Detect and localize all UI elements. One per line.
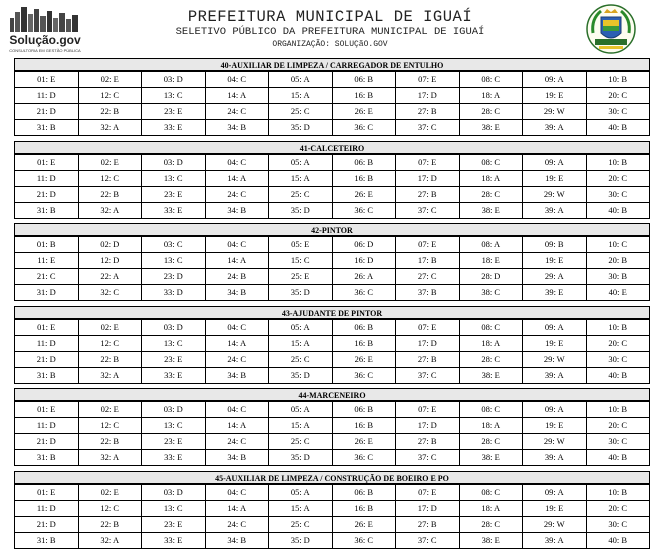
answer-cell: 40: B (586, 120, 650, 136)
section-title: 40-AUXILIAR DE LIMPEZA / CARREGADOR DE ENTULHO (14, 58, 650, 71)
answer-cell: 27: B (396, 517, 460, 533)
answer-cell: 25: C (269, 104, 333, 120)
answer-cell: 05: A (269, 155, 333, 171)
answer-cell: 26: E (332, 187, 396, 203)
answer-cell: 35: D (269, 533, 333, 549)
answer-cell: 06: D (332, 237, 396, 253)
answer-cell: 34: B (205, 120, 269, 136)
answer-cell: 36: C (332, 203, 396, 219)
answer-cell: 16: B (332, 171, 396, 187)
answer-cell: 05: A (269, 72, 333, 88)
answer-cell: 07: E (396, 402, 460, 418)
answer-cell: 16: D (332, 253, 396, 269)
answer-cell: 34: B (205, 450, 269, 466)
answer-cell: 27: B (396, 187, 460, 203)
municipal-coat-of-arms-icon (585, 3, 637, 55)
answer-cell: 29: W (523, 434, 587, 450)
answer-cell: 36: C (332, 450, 396, 466)
answer-cell: 23: E (142, 434, 206, 450)
answer-cell: 19: E (523, 336, 587, 352)
organization-line: ORGANIZAÇÃO: SOLUÇãO.GOV (272, 40, 388, 49)
answer-cell: 10: C (586, 237, 650, 253)
answer-cell: 23: E (142, 187, 206, 203)
answer-cell: 29: W (523, 352, 587, 368)
answer-cell: 18: E (459, 253, 523, 269)
answer-cell: 07: E (396, 237, 460, 253)
answer-cell: 19: E (523, 418, 587, 434)
answer-cell: 38: C (459, 285, 523, 301)
section-title: 45-AUXILIAR DE LIMPEZA / CONSTRUÇÃO DE BOEIRO E PO (14, 471, 650, 484)
answer-cell: 16: B (332, 88, 396, 104)
answer-cell: 10: B (586, 320, 650, 336)
answer-cell: 33: E (142, 450, 206, 466)
answer-cell: 39: A (523, 203, 587, 219)
answer-cell: 35: D (269, 285, 333, 301)
answer-cell: 27: B (396, 104, 460, 120)
answer-cell: 09: B (523, 237, 587, 253)
answer-cell: 32: A (78, 120, 142, 136)
answer-cell: 07: E (396, 72, 460, 88)
answer-cell: 13: C (142, 336, 206, 352)
answer-cell: 33: E (142, 533, 206, 549)
answer-cell: 17: B (396, 253, 460, 269)
answer-cell: 12: C (78, 88, 142, 104)
section-title: 41-CALCETEIRO (14, 141, 650, 154)
answer-key-table (14, 319, 650, 384)
answer-cell: 02: E (78, 402, 142, 418)
answer-cell: 28: C (459, 434, 523, 450)
section-title: 42-PINTOR (14, 223, 650, 236)
answer-cell: 37: C (396, 450, 460, 466)
answer-cell: 40: B (586, 368, 650, 384)
section-40 (14, 58, 650, 136)
answer-cell: 31: B (15, 203, 79, 219)
table-row (15, 402, 650, 418)
answer-cell: 17: D (396, 171, 460, 187)
answer-cell: 01: E (15, 485, 79, 501)
answer-cell: 24: C (205, 434, 269, 450)
answer-cell: 06: B (332, 485, 396, 501)
answer-cell: 34: B (205, 285, 269, 301)
answer-cell: 01: E (15, 72, 79, 88)
answer-key-table (14, 484, 650, 549)
answer-cell: 15: A (269, 171, 333, 187)
answer-cell: 06: B (332, 320, 396, 336)
answer-cell: 20: C (586, 88, 650, 104)
answer-cell: 40: B (586, 203, 650, 219)
section-41 (14, 141, 650, 219)
answer-cell: 03: D (142, 155, 206, 171)
table-row (15, 171, 650, 187)
answer-cell: 36: C (332, 368, 396, 384)
answer-cell: 21: C (15, 269, 79, 285)
answer-cell: 39: A (523, 120, 587, 136)
answer-cell: 26: A (332, 269, 396, 285)
table-row (15, 253, 650, 269)
answer-cell: 39: A (523, 533, 587, 549)
answer-cell: 05: E (269, 237, 333, 253)
answer-cell: 34: B (205, 203, 269, 219)
answer-cell: 28: C (459, 352, 523, 368)
answer-cell: 02: E (78, 320, 142, 336)
answer-cell: 30: C (586, 517, 650, 533)
answer-cell: 14: A (205, 418, 269, 434)
answer-cell: 12: C (78, 336, 142, 352)
answer-cell: 16: B (332, 501, 396, 517)
answer-cell: 13: C (142, 501, 206, 517)
answer-cell: 32: A (78, 368, 142, 384)
table-row (15, 237, 650, 253)
table-row (15, 203, 650, 219)
table-row (15, 120, 650, 136)
answer-cell: 29: A (523, 269, 587, 285)
answer-cell: 12: C (78, 418, 142, 434)
answer-cell: 27: C (396, 269, 460, 285)
answer-cell: 34: B (205, 368, 269, 384)
answer-cell: 17: D (396, 88, 460, 104)
answer-cell: 14: A (205, 336, 269, 352)
answer-cell: 35: D (269, 450, 333, 466)
answer-cell: 15: A (269, 88, 333, 104)
answer-cell: 09: A (523, 72, 587, 88)
answer-cell: 14: A (205, 88, 269, 104)
answer-cell: 19: E (523, 88, 587, 104)
answer-cell: 31: B (15, 368, 79, 384)
answer-cell: 31: B (15, 120, 79, 136)
table-row (15, 187, 650, 203)
answer-cell: 09: A (523, 320, 587, 336)
answer-cell: 39: A (523, 368, 587, 384)
answer-cell: 21: D (15, 352, 79, 368)
answer-cell: 09: A (523, 402, 587, 418)
answer-cell: 37: C (396, 120, 460, 136)
answer-cell: 36: C (332, 533, 396, 549)
answer-cell: 10: B (586, 402, 650, 418)
answer-cell: 08: C (459, 72, 523, 88)
answer-cell: 37: C (396, 368, 460, 384)
answer-cell: 25: E (269, 269, 333, 285)
answer-cell: 10: B (586, 72, 650, 88)
answer-cell: 40: B (586, 450, 650, 466)
answer-cell: 38: E (459, 533, 523, 549)
answer-cell: 02: D (78, 237, 142, 253)
logo-wordmark: Solução.gov (9, 33, 81, 47)
answer-cell: 33: E (142, 203, 206, 219)
table-row (15, 517, 650, 533)
answer-cell: 08: C (459, 320, 523, 336)
answer-cell: 01: E (15, 402, 79, 418)
table-row (15, 155, 650, 171)
answer-cell: 23: D (142, 269, 206, 285)
answer-cell: 23: E (142, 517, 206, 533)
table-row (15, 336, 650, 352)
answer-cell: 33: E (142, 368, 206, 384)
section-43 (14, 306, 650, 384)
section-42 (14, 223, 650, 301)
table-row (15, 72, 650, 88)
answer-cell: 22: A (78, 269, 142, 285)
table-row (15, 533, 650, 549)
answer-cell: 18: A (459, 88, 523, 104)
table-row (15, 352, 650, 368)
answer-cell: 13: C (142, 418, 206, 434)
table-row (15, 269, 650, 285)
logo-tagline: CONSULTORIA EM GESTÃO PÚBLICA (9, 48, 81, 53)
answer-cell: 26: E (332, 352, 396, 368)
answer-cell: 22: B (78, 517, 142, 533)
answer-cell: 39: A (523, 450, 587, 466)
page-title: PREFEITURA MUNICIPAL DE IGUAÍ (187, 8, 473, 26)
answer-cell: 21: D (15, 434, 79, 450)
answer-cell: 30: C (586, 187, 650, 203)
answer-cell: 31: B (15, 533, 79, 549)
answer-cell: 15: A (269, 501, 333, 517)
page-subtitle: SELETIVO PÚBLICO DA PREFEITURA MUNICIPAL DE IGUAÍ (175, 26, 485, 38)
table-row (15, 418, 650, 434)
solucao-gov-logo (8, 4, 82, 54)
answer-cell: 11: D (15, 336, 79, 352)
answer-cell: 29: W (523, 104, 587, 120)
answer-cell: 14: A (205, 253, 269, 269)
answer-cell: 35: D (269, 120, 333, 136)
table-row (15, 450, 650, 466)
answer-cell: 25: C (269, 434, 333, 450)
table-row (15, 434, 650, 450)
answer-cell: 18: A (459, 171, 523, 187)
answer-cell: 06: B (332, 402, 396, 418)
answer-cell: 13: C (142, 253, 206, 269)
answer-cell: 10: B (586, 485, 650, 501)
answer-cell: 11: E (15, 253, 79, 269)
answer-cell: 36: C (332, 120, 396, 136)
answer-cell: 30: C (586, 434, 650, 450)
answer-cell: 14: A (205, 501, 269, 517)
answer-cell: 16: B (332, 336, 396, 352)
answer-cell: 32: A (78, 203, 142, 219)
answer-cell: 13: C (142, 171, 206, 187)
answer-cell: 29: W (523, 187, 587, 203)
answer-cell: 25: C (269, 187, 333, 203)
answer-cell: 19: E (523, 253, 587, 269)
answer-cell: 03: C (142, 237, 206, 253)
answer-cell: 04: C (205, 237, 269, 253)
answer-cell: 02: E (78, 155, 142, 171)
answer-cell: 38: E (459, 203, 523, 219)
answer-cell: 26: E (332, 517, 396, 533)
answer-cell: 33: D (142, 285, 206, 301)
answer-cell: 26: E (332, 104, 396, 120)
answer-cell: 37: C (396, 533, 460, 549)
answer-cell: 28: C (459, 104, 523, 120)
answer-cell: 11: D (15, 418, 79, 434)
answer-cell: 05: A (269, 485, 333, 501)
answer-cell: 06: B (332, 155, 396, 171)
section-title: 43-AJUDANTE DE PINTOR (14, 306, 650, 319)
answer-cell: 28: C (459, 517, 523, 533)
answer-key-table (14, 154, 650, 219)
answer-cell: 17: D (396, 501, 460, 517)
answer-cell: 14: A (205, 171, 269, 187)
answer-cell: 27: B (396, 352, 460, 368)
answer-cell: 38: E (459, 368, 523, 384)
answer-cell: 06: B (332, 72, 396, 88)
answer-cell: 28: D (459, 269, 523, 285)
answer-cell: 21: D (15, 517, 79, 533)
answer-cell: 03: D (142, 485, 206, 501)
table-row (15, 104, 650, 120)
answer-cell: 40: B (586, 533, 650, 549)
answer-cell: 30: C (586, 352, 650, 368)
answer-cell: 30: C (586, 104, 650, 120)
answer-cell: 15: A (269, 418, 333, 434)
answer-cell: 04: C (205, 155, 269, 171)
answer-cell: 09: A (523, 155, 587, 171)
answer-cell: 15: A (269, 336, 333, 352)
answer-cell: 32: A (78, 450, 142, 466)
answer-cell: 36: C (332, 285, 396, 301)
answer-cell: 03: D (142, 72, 206, 88)
answer-cell: 18: A (459, 418, 523, 434)
answer-cell: 24: C (205, 352, 269, 368)
table-row (15, 88, 650, 104)
table-row (15, 285, 650, 301)
answer-cell: 24: C (205, 104, 269, 120)
answer-cell: 26: E (332, 434, 396, 450)
answer-cell: 11: D (15, 88, 79, 104)
section-45 (14, 471, 650, 549)
answer-cell: 35: D (269, 203, 333, 219)
answer-cell: 23: E (142, 104, 206, 120)
table-row (15, 485, 650, 501)
answer-cell: 04: C (205, 72, 269, 88)
answer-cell: 18: A (459, 501, 523, 517)
answer-cell: 16: B (332, 418, 396, 434)
answer-cell: 27: B (396, 434, 460, 450)
answer-cell: 21: D (15, 104, 79, 120)
answer-cell: 05: A (269, 320, 333, 336)
answer-cell: 24: C (205, 187, 269, 203)
answer-key-table (14, 71, 650, 136)
answer-cell: 17: D (396, 418, 460, 434)
answer-cell: 18: A (459, 336, 523, 352)
answer-cell: 03: D (142, 402, 206, 418)
answer-cell: 38: E (459, 120, 523, 136)
answer-cell: 08: C (459, 155, 523, 171)
answer-cell: 20: C (586, 171, 650, 187)
answer-cell: 09: A (523, 485, 587, 501)
answer-cell: 19: E (523, 501, 587, 517)
document-header (0, 0, 664, 58)
answer-cell: 22: B (78, 104, 142, 120)
answer-cell: 37: C (396, 203, 460, 219)
answer-cell: 20: C (586, 501, 650, 517)
section-title: 44-MARCENEIRO (14, 388, 650, 401)
answer-cell: 12: C (78, 171, 142, 187)
answer-cell: 32: A (78, 533, 142, 549)
answer-cell: 05: A (269, 402, 333, 418)
answer-cell: 21: D (15, 187, 79, 203)
answer-cell: 10: B (586, 155, 650, 171)
answer-cell: 08: C (459, 402, 523, 418)
answer-cell: 30: B (586, 269, 650, 285)
answer-cell: 08: A (459, 237, 523, 253)
answer-key-table (14, 401, 650, 466)
answer-cell: 24: C (205, 517, 269, 533)
answer-cell: 35: D (269, 368, 333, 384)
answer-cell: 34: B (205, 533, 269, 549)
answer-cell: 38: E (459, 450, 523, 466)
answer-cell: 02: E (78, 72, 142, 88)
answer-cell: 37: B (396, 285, 460, 301)
answer-cell: 32: C (78, 285, 142, 301)
answer-cell: 01: B (15, 237, 79, 253)
answer-cell: 02: E (78, 485, 142, 501)
answer-cell: 07: E (396, 485, 460, 501)
answer-cell: 20: C (586, 418, 650, 434)
answer-cell: 01: E (15, 155, 79, 171)
answer-cell: 22: B (78, 434, 142, 450)
answer-cell: 22: B (78, 187, 142, 203)
answer-cell: 15: C (269, 253, 333, 269)
table-row (15, 320, 650, 336)
answer-cell: 12: C (78, 501, 142, 517)
answer-cell: 12: D (78, 253, 142, 269)
answer-cell: 20: B (586, 253, 650, 269)
answer-cell: 04: C (205, 320, 269, 336)
section-44 (14, 388, 650, 466)
answer-cell: 33: E (142, 120, 206, 136)
answer-cell: 04: C (205, 402, 269, 418)
answer-cell: 28: C (459, 187, 523, 203)
answer-cell: 24: B (205, 269, 269, 285)
answer-cell: 29: W (523, 517, 587, 533)
table-row (15, 501, 650, 517)
answer-cell: 01: E (15, 320, 79, 336)
answer-cell: 17: D (396, 336, 460, 352)
answer-cell: 25: C (269, 352, 333, 368)
answer-cell: 13: C (142, 88, 206, 104)
answer-cell: 31: B (15, 450, 79, 466)
answer-cell: 31: D (15, 285, 79, 301)
answer-cell: 11: D (15, 501, 79, 517)
answer-cell: 20: C (586, 336, 650, 352)
table-row (15, 368, 650, 384)
answer-key-table (14, 236, 650, 301)
answer-cell: 04: C (205, 485, 269, 501)
answer-cell: 23: E (142, 352, 206, 368)
answer-cell: 25: C (269, 517, 333, 533)
answer-cell: 11: D (15, 171, 79, 187)
answer-cell: 39: E (523, 285, 587, 301)
answer-cell: 08: C (459, 485, 523, 501)
answer-cell: 07: E (396, 155, 460, 171)
answer-cell: 19: E (523, 171, 587, 187)
answer-cell: 40: E (586, 285, 650, 301)
answer-cell: 03: D (142, 320, 206, 336)
answer-cell: 22: B (78, 352, 142, 368)
answer-cell: 07: E (396, 320, 460, 336)
